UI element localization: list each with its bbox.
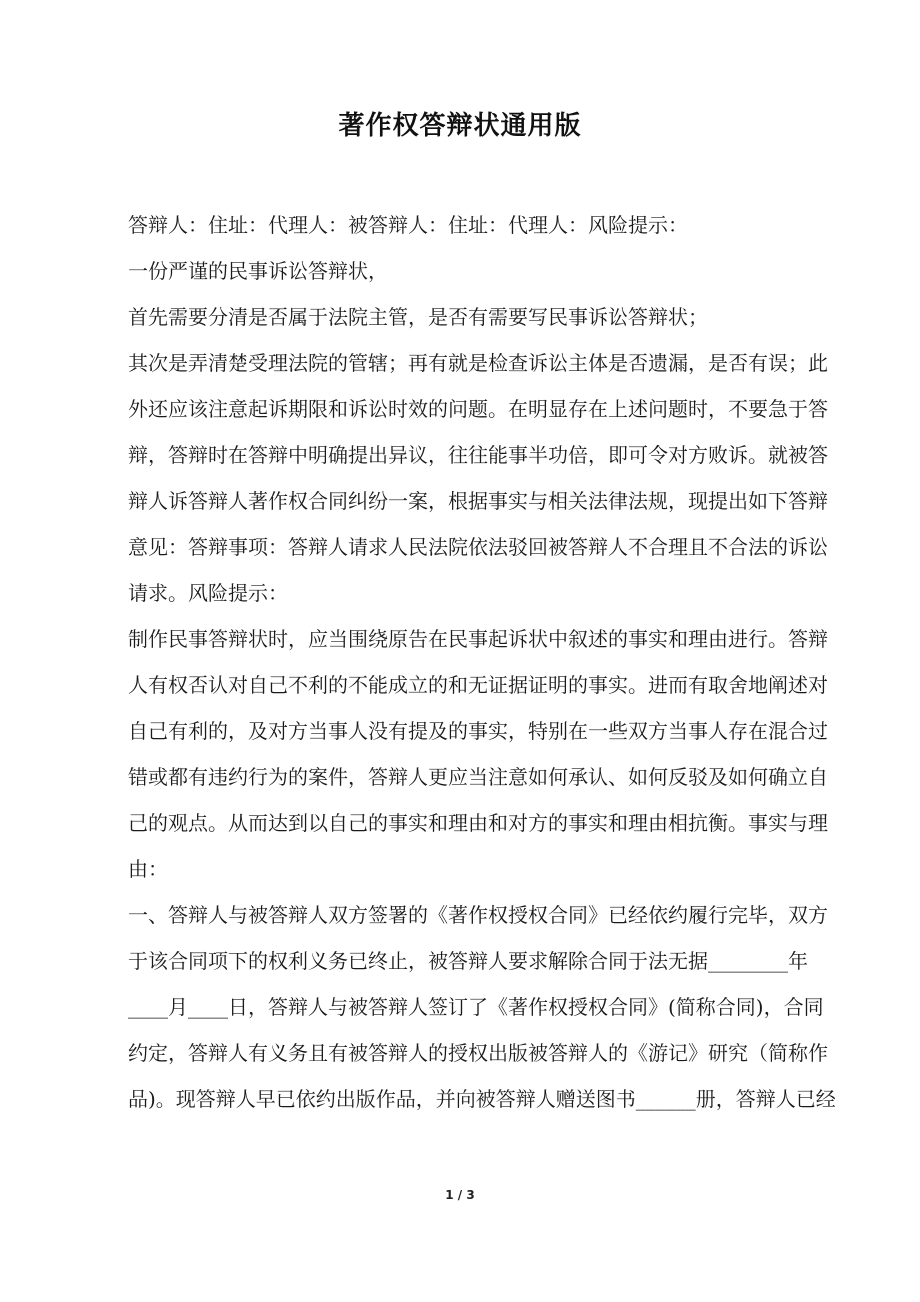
body-line: 品)。现答辩人早已依约出版作品，并向被答辩人赠送图书______册，答辩人已经 xyxy=(128,1087,836,1111)
body-line: 一份严谨的民事诉讼答辩状， xyxy=(128,259,388,283)
body-line: 答辩人：住址：代理人：被答辩人：住址：代理人：风险提示： xyxy=(128,213,688,237)
body-line: 自己有利的，及对方当事人没有提及的事实，特别在一些双方当事人存在混合过 xyxy=(128,719,828,743)
body-line: 由： xyxy=(128,857,168,881)
body-line: 辩，答辩时在答辩中明确提出异议，往往能事半功倍，即可令对方败诉。就被答 xyxy=(128,443,828,467)
document-body xyxy=(128,202,836,1122)
body-line: 制作民事答辩状时，应当围绕原告在民事起诉状中叙述的事实和理由进行。答辩 xyxy=(128,627,828,651)
body-line: 一、答辩人与被答辩人双方签署的《著作权授权合同》已经依约履行完毕，双方 xyxy=(128,903,828,927)
body-line: ____月____日，答辩人与被答辩人签订了《著作权授权合同》(简称合同)，合同 xyxy=(128,995,824,1019)
body-line: 错或都有违约行为的案件，答辩人更应当注意如何承认、如何反驳及如何确立自 xyxy=(128,765,828,789)
body-line: 外还应该注意起诉期限和诉讼时效的问题。在明显存在上述问题时，不要急于答 xyxy=(128,397,828,421)
body-line: 约定，答辩人有义务且有被答辩人的授权出版被答辩人的《游记》研究（简称作 xyxy=(128,1041,828,1065)
body-line: 人有权否认对自己不利的不能成立的和无证据证明的事实。进而有取舍地阐述对 xyxy=(128,673,828,697)
body-line: 己的观点。从而达到以自己的事实和理由和对方的事实和理由相抗衡。事实与理 xyxy=(128,811,828,835)
body-line: 辩人诉答辩人著作权合同纠纷一案，根据事实与相关法律法规，现提出如下答辩 xyxy=(128,489,828,513)
body-line: 首先需要分清是否属于法院主管，是否有需要写民事诉讼答辩状； xyxy=(128,305,708,329)
body-line: 意见：答辩事项：答辩人请求人民法院依法驳回被答辩人不合理且不合法的诉讼 xyxy=(128,535,828,559)
page-number: 1 / 3 xyxy=(445,1188,475,1202)
body-line: 其次是弄清楚受理法院的管辖；再有就是检查诉讼主体是否遗漏，是否有误；此 xyxy=(128,351,828,375)
document-title: 著作权答辩状通用版 xyxy=(338,111,582,141)
body-line: 请求。风险提示： xyxy=(128,581,288,605)
body-line: 于该合同项下的权利义务已终止，被答辩人要求解除合同于法无据________年 xyxy=(128,949,808,973)
